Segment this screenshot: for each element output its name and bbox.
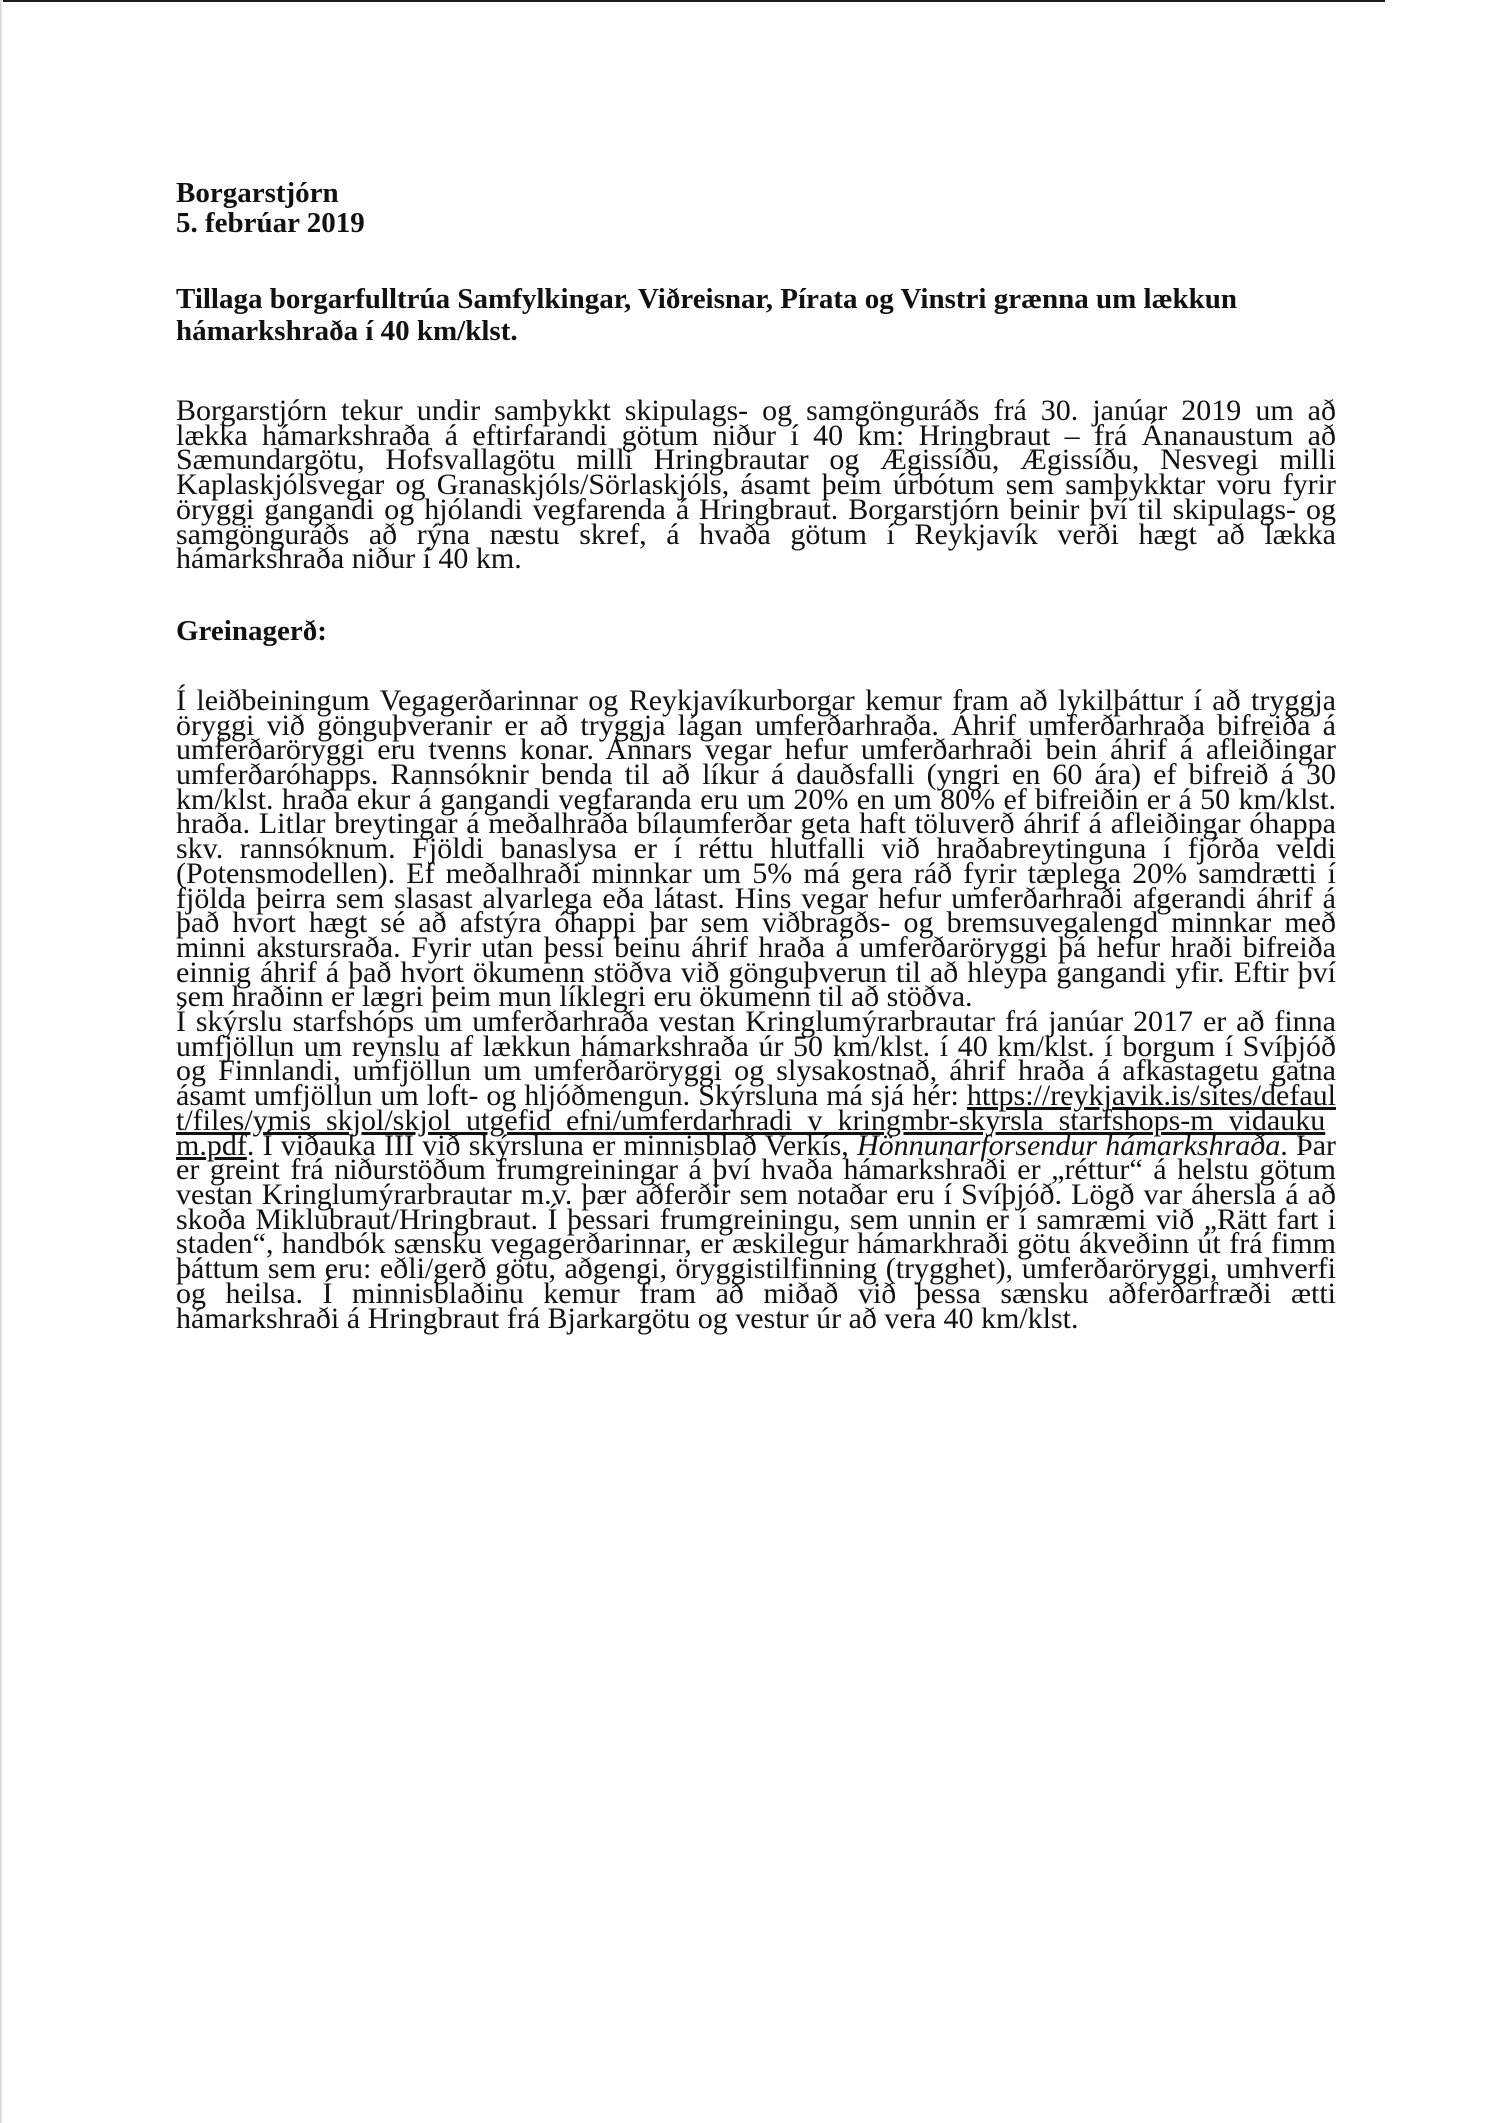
document-body: [176, 177, 1336, 1335]
rationale-paragraph: Í leiðbeiningum Vegagerðarinnar og Reykjavíkurborgar kemur fram að lykilþáttur í að tryggja öryggi við gönguþveranir er að tryggja lágan umferðarhraða. Áhrif umferðarhraða bifreiða á umferðaröryggi eru tvenns konar. Annars vegar hefur umferðarhraði bein áhrif á afleiðingar umferðaróhapps. Rannsóknir benda til að líkur á dauðsfalli (yngri en 60 ára) ef bifreið á 30 km/klst. hraða ekur á gangandi vegfaranda eru um 20% en um 80% ef bifreiðin er á 50 km/klst. hraða. Litlar breytingar á meðalhraða bílaumferðar geta haft töluverð áhrif á afleiðingar óhappa skv. rannsóknum. Fjöldi banaslysa er í réttu hlutfalli við hraðabreytinguna í fjórða veldi (Potensmodellen). Ef meðalhraði minnkar um 5% má gera ráð fyrir tæplega 20% samdrætti í fjölda þeirra sem slasast alvarlega eða látast. Hins vegar hefur umferðarhraði afgerandi áhrif á það hvort hægt sé að afstýra óhappi þar sem viðbragðs- og bremsuvegalengd minnkar með minni akstursraða. Fyrir utan þessi beinu áhrif hraða á umferðaröryggi þá hefur hraði bifreiða einnig áhrif á það hvort ökumenn stöðva við gönguþverun til að hleypa gangandi yfir. Eftir því sem hraðinn er lægri þeim mun líklegri eru ökumenn til að stöðva.: [176, 683, 1336, 1014]
report-link[interactable]: https://reykjavik.is/sites/default/files/ymis_skjol/skjol_utgefid_efni/umferdarhradi_v_kringmbr-skyrsla_starfshops-m_vidaukum.pdf: [176, 1079, 1336, 1162]
scan-left-edge: [0, 0, 3, 2123]
organization-name: Borgarstjórn: [176, 177, 339, 209]
proposal-title: Tillaga borgarfulltrúa Samfylkingar, Viðreisnar, Pírata og Vinstri grænna um lækkun hámarkshraða í 40 km/klst.: [176, 283, 1238, 347]
report-after-link: . Í viðauka III við skýrsluna er minnisblað Verkís,: [246, 1128, 849, 1162]
report-rest: . Þar er greint frá niðurstöðum frumgreiningar á því hvaða hámarkshraði er „réttur“ á helstu götum vestan Kringlumýrarbrautar m.v. þær aðferðir sem notaðar eru í Svíþjóð. Lögð var áhersla á að skoða Miklubraut/Hringbraut. Í þessari frumgreiningu, sem unnin er í samræmi við „Rätt fart i staden“, handbók sænsku vegagerðarinnar, er æskilegur hámarkhraði götu ákveðinn út frá fimm þáttum sem eru: eðli/gerð götu, aðgengi, öryggistilfinning (trygghet), umferðaröryggi, umhverfi og heilsa. Í minnisblaðinu kemur fram að miðað við þessa sænsku aðferðarfræði ætti hámarkshraði á Hringbraut frá Bjarkargötu og vestur úr að vera 40 km/klst.: [176, 1128, 1336, 1335]
report-paragraph: [176, 1005, 1336, 1335]
meeting-date: 5. febrúar 2019: [176, 207, 365, 239]
proposal-text: Borgarstjórn tekur undir samþykkt skipulags- og samgönguráðs frá 30. janúar 2019 um að lækka hámarkshraða á eftirfarandi götum niður í 40 km: Hringbraut – frá Ánanaustum að Sæmundargötu, Hofsvallagötu milli Hringbrautar og Ægissíðu, Ægissíðu, Nesvegi milli Kaplaskjólsvegar og Granaskjóls/Sörlaskjóls, ásamt þeim úrbótum sem samþykktar voru fyrir öryggi gangandi og hjólandi vegfarenda á Hringbraut. Borgarstjórn beinir því til skipulags- og samgönguráðs að rýna næstu skref, á hvaða götum í Reykjavík verði hægt að lækka hámarkshraða niður í 40 km.: [176, 394, 1336, 576]
report-intro: Í skýrslu starfshóps um umferðarhraða vestan Kringlumýrarbrautar frá janúar 2017 er að finna umfjöllun um reynslu af lækkun hámarkshraða úr 50 km/klst. í 40 km/klst. í borgum í Svíþjóð og Finnlandi, umfjöllun um umferðaröryggi og slysakostnað, áhrif hraða á afkastagetu gatna ásamt umfjöllun um loft- og hljóðmengun. Skýrsluna má sjá hér:: [176, 1005, 1336, 1113]
scan-top-edge: [0, 0, 1385, 2]
section-heading: Greinagerð:: [176, 614, 327, 647]
memo-title: Hönnunarforsendur hámarkshraða: [857, 1128, 1281, 1162]
